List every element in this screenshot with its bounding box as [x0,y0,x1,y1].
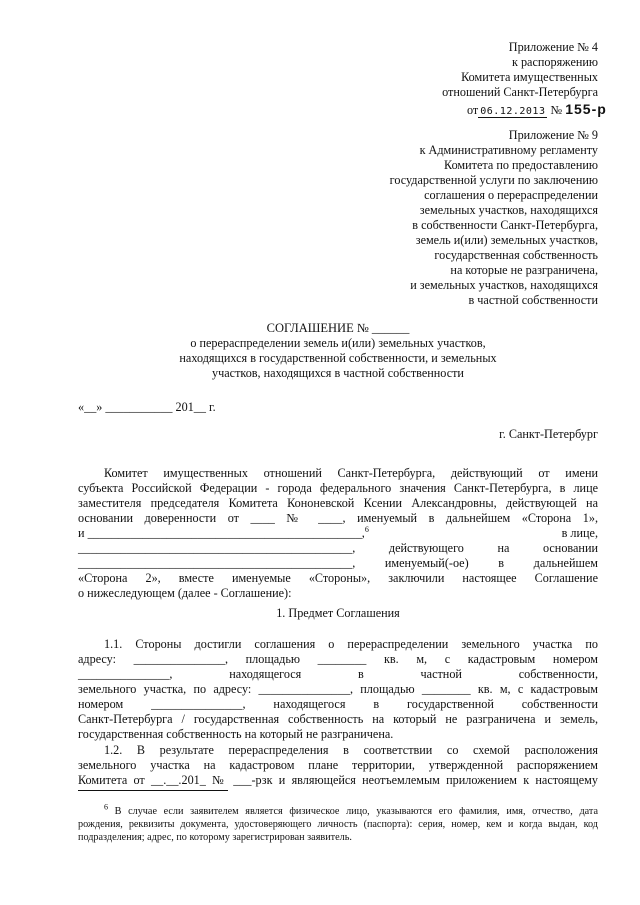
section-1-2-line: Комитета от __.__.201_ № ___-рзк и являющейся неотъемлемым приложением к настоящему [78,773,598,787]
section-1-1 [78,637,598,742]
preamble-line: «Сторона 2», вместе именуемые «Стороны», заключили настоящее Соглашение [78,571,598,585]
section-1-1-line: _______________, находящегося в частной собственности, [78,667,598,681]
preamble-line: заместителя председателя Комитета Кононевской Ксении Александровны, действующей на [78,496,598,510]
annex-9-line: Комитета по предоставлению [444,158,598,172]
annex-4-date-line [467,102,607,119]
annex-9-line: Приложение № 9 [508,128,598,142]
agreement-date-line: «__» ___________ 201__ г. [78,400,216,414]
annex-9-line: на которые не разграничена, [450,263,598,277]
footnote-number: 6 [104,802,108,812]
section-1-heading: 1. Предмет Соглашения [276,606,400,620]
section-1-1-line: земельного участка, по адресу: _______________, площадью ________ кв. м, с кадастровым [78,682,598,696]
annex-4-line: к распоряжению [511,55,598,69]
date-prefix: от [467,103,479,117]
footnote-line: рождения, реквизиты документа, удостоверяющего личность (паспорта): серия, номер, кем и когда выдан, код [78,819,598,830]
preamble-line: Комитет имущественных отношений Санкт-Петербурга, действующий от имени [104,466,598,480]
agreement-heading: СОГЛАШЕНИЕ № ______ [266,321,410,335]
annex-9-line: земельных участков, находящихся [419,203,598,217]
preamble-party2-blank: и _____________________________________________, [78,526,365,540]
section-1-1-line: государственная собственность на который не разграничена. [78,727,394,741]
annex-4-line: Приложение № 4 [508,40,598,54]
annex-9-line: к Административному регламенту [419,143,598,157]
annex-9-line: в частной собственности [468,293,598,307]
annex-4-line: отношений Санкт-Петербурга [442,85,598,99]
annex-9-line: и земельных участков, находящихся [410,278,598,292]
footnote [78,802,599,844]
section-1-1-line: номером _______________, находящегося в государственной собственности [78,697,598,711]
annex-9-line: государственной услуги по заключению [389,173,598,187]
annex-9-line: в собственности Санкт-Петербурга, [412,218,598,232]
section-1-2-line: земельного участка на кадастровом плане территории, утвержденной распоряжением [78,758,598,772]
footnote-text: В случае если заявителем является физическое лицо, указываются его фамилия, имя, отчество, дата [114,806,599,817]
preamble-line-party2 [78,526,598,541]
section-1-1-line: 1.1. Стороны достигли соглашения о перераспределении земельного участка по [104,637,598,651]
footnote-ref: 6 [364,524,369,534]
number-prefix: № [550,103,563,117]
annex-4-header [442,40,598,100]
agreement-subtitle-line: о перераспределении земель и(или) земельных участков, [190,336,486,350]
preamble-line: _____________________________________________, действующего на основании [78,541,598,555]
preamble-line: о нижеследующем (далее - Соглашение): [78,586,292,600]
annex-9-line: земель и(или) земельных участков, [415,233,598,247]
annex-9-header [390,128,598,308]
annex-9-line: соглашения о перераспределении [424,188,598,202]
annex-4-line: Комитета имущественных [461,70,598,84]
section-1-1-line: адресу: _______________, площадью ________ кв. м, с кадастровым номером [78,652,598,666]
preamble-line: _____________________________________________, именуемый(-ое) в дальнейшем [78,556,598,570]
agreement-subtitle-line: участков, находящихся в частной собственности [212,366,464,380]
section-1-1-line: Санкт-Петербурга / государственная собственность на который не разграничена и земель, [78,712,598,726]
footnote-separator [78,790,228,791]
preamble [78,466,598,601]
footnote-line [78,802,599,818]
handwritten-number: 155-р [565,101,607,117]
preamble-line: субъекта Российской Федерации - города федерального значения Санкт-Петербурга, в лице [78,481,598,495]
agreement-title [78,321,598,381]
annex-9-line: государственная собственность [434,248,598,262]
agreement-subtitle-line: находящихся в государственной собственности, и земельных [179,351,497,365]
handwritten-date: 06.12.2013 [480,106,546,117]
preamble-in-person: в лице, [561,526,598,540]
preamble-line: основании доверенности от ____ № ____, именуемый в дальнейшем «Сторона 1», [78,511,598,525]
footnote-line: подразделения; адрес, по которому зарегистрирован заявитель. [78,832,352,843]
section-1-2 [78,743,598,788]
agreement-city: г. Санкт-Петербург [499,427,598,441]
section-1-2-line: 1.2. В результате перераспределения в соответствии со схемой расположения [104,743,598,757]
